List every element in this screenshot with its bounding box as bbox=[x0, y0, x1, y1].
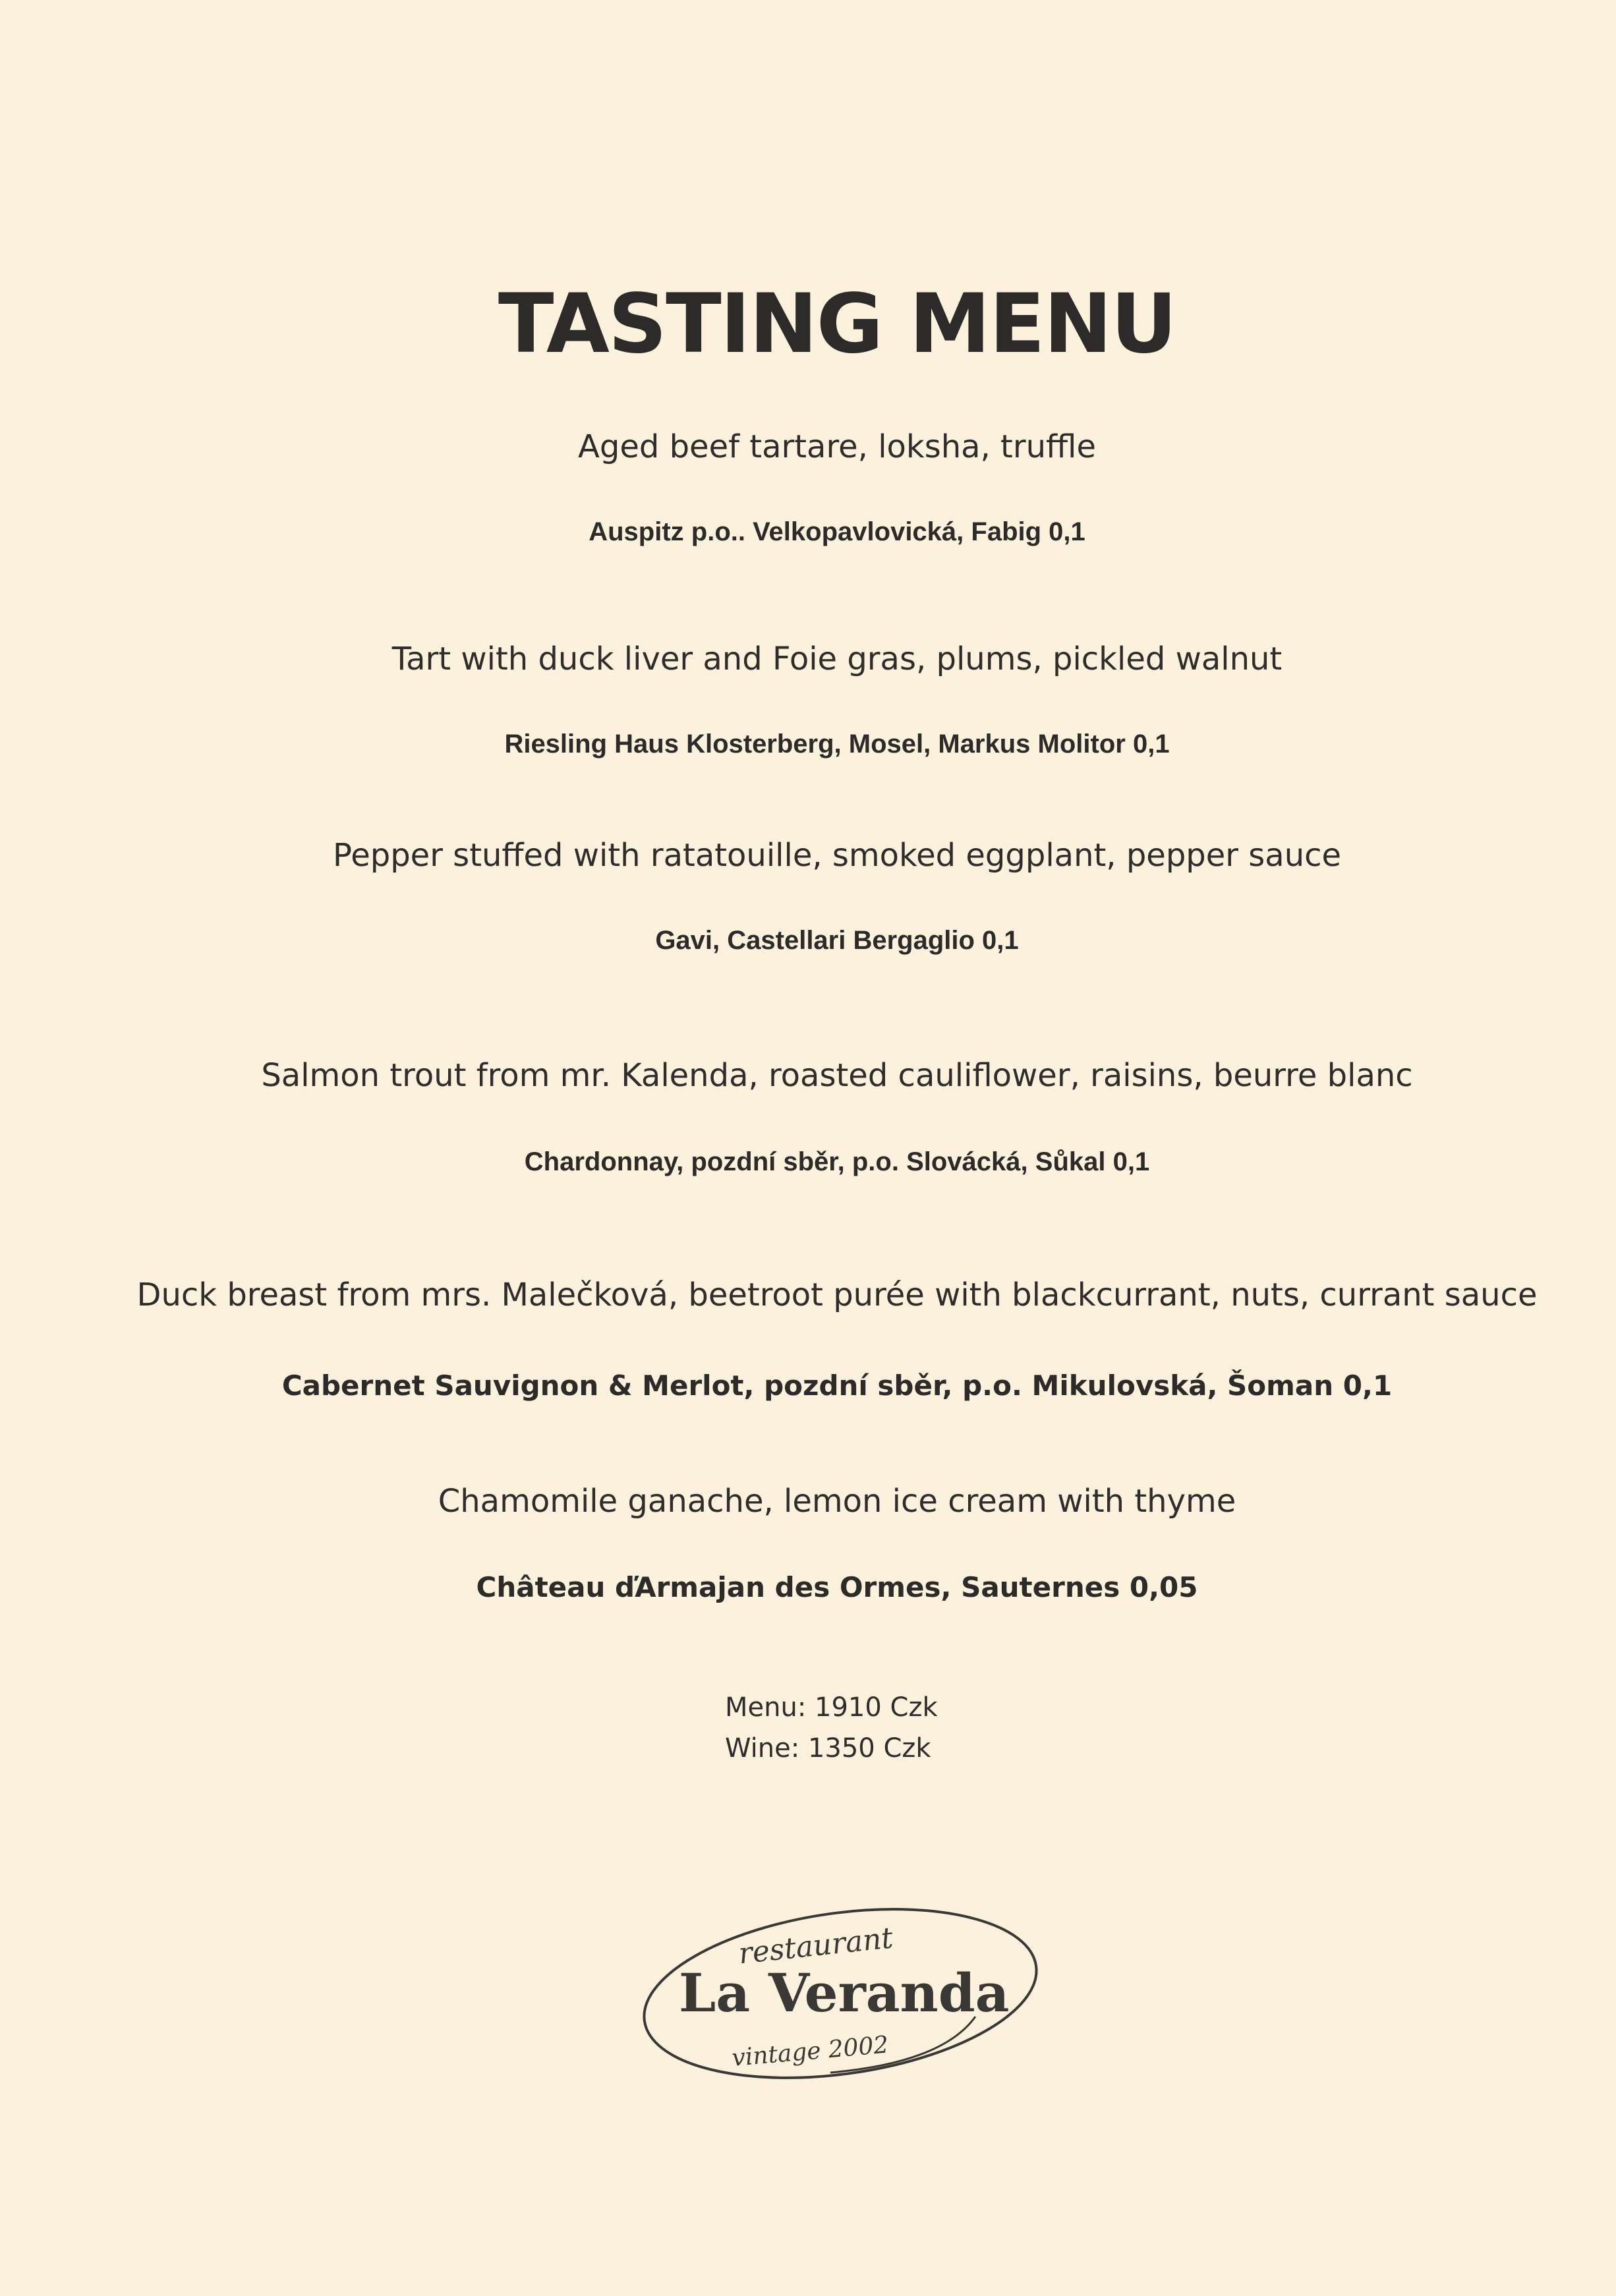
logo-bottom-text: vintage 2002 bbox=[730, 2031, 890, 2072]
menu-price: Menu: 1910 Czk bbox=[725, 1692, 938, 1723]
course-1-dish: Aged beef tartare, loksha, truffle bbox=[578, 428, 1096, 465]
logo-name-text: La Veranda bbox=[679, 1962, 1010, 2024]
course-2-wine: Riesling Haus Klosterberg, Mosel, Markus Molitor 0,1 bbox=[504, 730, 1170, 759]
course-5-wine: Cabernet Sauvignon & Merlot, pozdní sběr, p.o. Mikulovská, Šoman 0,1 bbox=[281, 1369, 1393, 1402]
course-6-wine: Château ďArmajan des Ormes, Sauternes 0,05 bbox=[476, 1571, 1198, 1603]
course-4-wine: Chardonnay, pozdní sběr, p.o. Slovácká, Sůkal 0,1 bbox=[524, 1147, 1150, 1176]
course-4-dish: Salmon trout from mr. Kalenda, roasted cauliflower, raisins, beurre blanc bbox=[261, 1057, 1413, 1094]
course-1-wine: Auspitz p.o.. Velkopavlovická, Fabig 0,1 bbox=[589, 517, 1085, 546]
page-title: TASTING MENU bbox=[498, 277, 1176, 372]
course-3-wine: Gavi, Castellari Bergaglio 0,1 bbox=[655, 926, 1019, 955]
course-6-dish: Chamomile ganache, lemon ice cream with thyme bbox=[438, 1483, 1236, 1520]
course-3-dish: Pepper stuffed with ratatouille, smoked eggplant, pepper sauce bbox=[332, 837, 1342, 874]
restaurant-logo bbox=[633, 1885, 1048, 2096]
course-5-dish: Duck breast from mrs. Malečková, beetroot purée with blackcurrant, nuts, currant sauce bbox=[136, 1277, 1538, 1313]
wine-price: Wine: 1350 Czk bbox=[725, 1733, 931, 1764]
logo-top-text: restaurant bbox=[737, 1921, 895, 1971]
course-2-dish: Tart with duck liver and Foie gras, plums, pickled walnut bbox=[391, 641, 1283, 677]
